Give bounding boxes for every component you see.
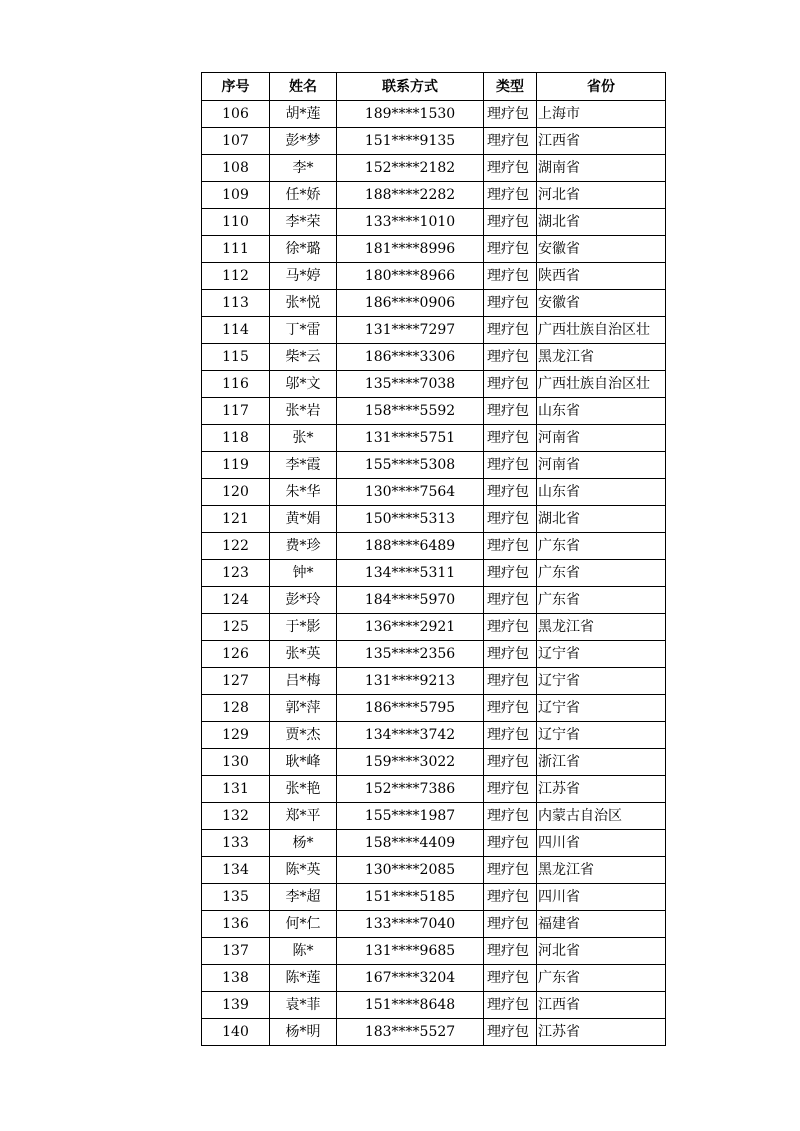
phone-cell: 159****3022 [337, 749, 484, 776]
name-cell: 张*艳 [270, 776, 337, 803]
type-cell: 理疗包 [484, 1019, 537, 1046]
serial-number-cell: 114 [202, 317, 270, 344]
name-cell: 陈* [270, 938, 337, 965]
type-cell: 理疗包 [484, 344, 537, 371]
phone-cell: 134****3742 [337, 722, 484, 749]
phone-cell: 158****5592 [337, 398, 484, 425]
province-cell: 四川省 [537, 830, 666, 857]
header-contact: 联系方式 [337, 73, 484, 101]
province-cell: 江西省 [537, 128, 666, 155]
name-cell: 耿*峰 [270, 749, 337, 776]
type-cell: 理疗包 [484, 290, 537, 317]
type-cell: 理疗包 [484, 911, 537, 938]
document-page [201, 72, 666, 1046]
name-cell: 陈*莲 [270, 965, 337, 992]
header-province: 省份 [537, 73, 666, 101]
province-cell: 广东省 [537, 560, 666, 587]
name-cell: 李*霞 [270, 452, 337, 479]
table-row [202, 452, 666, 479]
phone-cell: 151****5185 [337, 884, 484, 911]
province-cell: 湖北省 [537, 506, 666, 533]
serial-number-cell: 106 [202, 101, 270, 128]
province-cell: 浙江省 [537, 749, 666, 776]
phone-cell: 130****2085 [337, 857, 484, 884]
name-cell: 袁*菲 [270, 992, 337, 1019]
phone-cell: 135****7038 [337, 371, 484, 398]
type-cell: 理疗包 [484, 533, 537, 560]
phone-cell: 188****6489 [337, 533, 484, 560]
name-cell: 马*婷 [270, 263, 337, 290]
table-row [202, 641, 666, 668]
phone-cell: 181****8996 [337, 236, 484, 263]
province-cell: 河北省 [537, 938, 666, 965]
serial-number-cell: 139 [202, 992, 270, 1019]
phone-cell: 150****5313 [337, 506, 484, 533]
table-row [202, 506, 666, 533]
serial-number-cell: 107 [202, 128, 270, 155]
name-cell: 贾*杰 [270, 722, 337, 749]
phone-cell: 186****0906 [337, 290, 484, 317]
phone-cell: 152****2182 [337, 155, 484, 182]
table-row [202, 695, 666, 722]
name-cell: 任*娇 [270, 182, 337, 209]
name-cell: 张*英 [270, 641, 337, 668]
phone-cell: 130****7564 [337, 479, 484, 506]
serial-number-cell: 113 [202, 290, 270, 317]
serial-number-cell: 129 [202, 722, 270, 749]
serial-number-cell: 125 [202, 614, 270, 641]
phone-cell: 131****9685 [337, 938, 484, 965]
province-cell: 江苏省 [537, 1019, 666, 1046]
type-cell: 理疗包 [484, 236, 537, 263]
province-cell: 内蒙古自治区 [537, 803, 666, 830]
name-cell: 丁*雷 [270, 317, 337, 344]
province-cell: 福建省 [537, 911, 666, 938]
province-cell: 河北省 [537, 182, 666, 209]
province-cell: 辽宁省 [537, 668, 666, 695]
type-cell: 理疗包 [484, 749, 537, 776]
type-cell: 理疗包 [484, 560, 537, 587]
type-cell: 理疗包 [484, 425, 537, 452]
serial-number-cell: 112 [202, 263, 270, 290]
name-cell: 杨* [270, 830, 337, 857]
type-cell: 理疗包 [484, 830, 537, 857]
table-row [202, 101, 666, 128]
type-cell: 理疗包 [484, 479, 537, 506]
serial-number-cell: 130 [202, 749, 270, 776]
serial-number-cell: 116 [202, 371, 270, 398]
table-row [202, 992, 666, 1019]
table-row [202, 290, 666, 317]
province-cell: 湖南省 [537, 155, 666, 182]
table-row [202, 182, 666, 209]
serial-number-cell: 118 [202, 425, 270, 452]
province-cell: 黑龙江省 [537, 614, 666, 641]
table-row [202, 398, 666, 425]
type-cell: 理疗包 [484, 587, 537, 614]
table-row [202, 911, 666, 938]
type-cell: 理疗包 [484, 641, 537, 668]
table-row [202, 830, 666, 857]
table-row [202, 803, 666, 830]
header-serial-number: 序号 [202, 73, 270, 101]
type-cell: 理疗包 [484, 317, 537, 344]
serial-number-cell: 117 [202, 398, 270, 425]
serial-number-cell: 131 [202, 776, 270, 803]
type-cell: 理疗包 [484, 668, 537, 695]
phone-cell: 131****5751 [337, 425, 484, 452]
phone-cell: 189****1530 [337, 101, 484, 128]
serial-number-cell: 128 [202, 695, 270, 722]
phone-cell: 155****1987 [337, 803, 484, 830]
table-row [202, 371, 666, 398]
table-header-row [202, 73, 666, 101]
type-cell: 理疗包 [484, 803, 537, 830]
type-cell: 理疗包 [484, 614, 537, 641]
phone-cell: 151****8648 [337, 992, 484, 1019]
table-row [202, 587, 666, 614]
province-cell: 广东省 [537, 533, 666, 560]
province-cell: 辽宁省 [537, 722, 666, 749]
phone-cell: 151****9135 [337, 128, 484, 155]
province-cell: 江西省 [537, 992, 666, 1019]
serial-number-cell: 110 [202, 209, 270, 236]
table-row [202, 938, 666, 965]
province-cell: 安徽省 [537, 290, 666, 317]
table-row [202, 155, 666, 182]
province-cell: 山东省 [537, 479, 666, 506]
phone-cell: 136****2921 [337, 614, 484, 641]
table-row [202, 884, 666, 911]
name-cell: 胡*莲 [270, 101, 337, 128]
type-cell: 理疗包 [484, 992, 537, 1019]
phone-cell: 186****3306 [337, 344, 484, 371]
phone-cell: 186****5795 [337, 695, 484, 722]
phone-cell: 131****7297 [337, 317, 484, 344]
contact-table [201, 72, 666, 1046]
phone-cell: 133****1010 [337, 209, 484, 236]
type-cell: 理疗包 [484, 398, 537, 425]
name-cell: 黄*娟 [270, 506, 337, 533]
table-row [202, 614, 666, 641]
name-cell: 李*超 [270, 884, 337, 911]
serial-number-cell: 134 [202, 857, 270, 884]
table-row [202, 668, 666, 695]
name-cell: 李*荣 [270, 209, 337, 236]
table-row [202, 344, 666, 371]
serial-number-cell: 120 [202, 479, 270, 506]
province-cell: 广西壮族自治区壮 [537, 317, 666, 344]
name-cell: 陈*英 [270, 857, 337, 884]
name-cell: 吕*梅 [270, 668, 337, 695]
serial-number-cell: 126 [202, 641, 270, 668]
province-cell: 湖北省 [537, 209, 666, 236]
serial-number-cell: 137 [202, 938, 270, 965]
type-cell: 理疗包 [484, 965, 537, 992]
name-cell: 张*岩 [270, 398, 337, 425]
name-cell: 杨*明 [270, 1019, 337, 1046]
province-cell: 黑龙江省 [537, 857, 666, 884]
province-cell: 河南省 [537, 452, 666, 479]
name-cell: 李* [270, 155, 337, 182]
province-cell: 陕西省 [537, 263, 666, 290]
table-row [202, 236, 666, 263]
phone-cell: 131****9213 [337, 668, 484, 695]
phone-cell: 188****2282 [337, 182, 484, 209]
name-cell: 郭*萍 [270, 695, 337, 722]
type-cell: 理疗包 [484, 722, 537, 749]
serial-number-cell: 122 [202, 533, 270, 560]
name-cell: 张* [270, 425, 337, 452]
phone-cell: 135****2356 [337, 641, 484, 668]
serial-number-cell: 138 [202, 965, 270, 992]
name-cell: 徐*璐 [270, 236, 337, 263]
province-cell: 四川省 [537, 884, 666, 911]
phone-cell: 183****5527 [337, 1019, 484, 1046]
type-cell: 理疗包 [484, 155, 537, 182]
header-name: 姓名 [270, 73, 337, 101]
serial-number-cell: 133 [202, 830, 270, 857]
province-cell: 安徽省 [537, 236, 666, 263]
province-cell: 山东省 [537, 398, 666, 425]
province-cell: 广东省 [537, 587, 666, 614]
province-cell: 广东省 [537, 965, 666, 992]
type-cell: 理疗包 [484, 209, 537, 236]
table-row [202, 317, 666, 344]
name-cell: 郑*平 [270, 803, 337, 830]
name-cell: 张*悦 [270, 290, 337, 317]
province-cell: 辽宁省 [537, 695, 666, 722]
type-cell: 理疗包 [484, 506, 537, 533]
serial-number-cell: 136 [202, 911, 270, 938]
table-row [202, 722, 666, 749]
serial-number-cell: 121 [202, 506, 270, 533]
serial-number-cell: 127 [202, 668, 270, 695]
serial-number-cell: 132 [202, 803, 270, 830]
table-row [202, 263, 666, 290]
serial-number-cell: 135 [202, 884, 270, 911]
phone-cell: 167****3204 [337, 965, 484, 992]
province-cell: 上海市 [537, 101, 666, 128]
phone-cell: 134****5311 [337, 560, 484, 587]
type-cell: 理疗包 [484, 182, 537, 209]
name-cell: 何*仁 [270, 911, 337, 938]
table-row [202, 560, 666, 587]
province-cell: 黑龙江省 [537, 344, 666, 371]
phone-cell: 158****4409 [337, 830, 484, 857]
table-row [202, 425, 666, 452]
table-row [202, 857, 666, 884]
type-cell: 理疗包 [484, 371, 537, 398]
serial-number-cell: 108 [202, 155, 270, 182]
serial-number-cell: 111 [202, 236, 270, 263]
type-cell: 理疗包 [484, 128, 537, 155]
serial-number-cell: 140 [202, 1019, 270, 1046]
type-cell: 理疗包 [484, 452, 537, 479]
name-cell: 费*珍 [270, 533, 337, 560]
name-cell: 于*影 [270, 614, 337, 641]
province-cell: 江苏省 [537, 776, 666, 803]
header-type: 类型 [484, 73, 537, 101]
type-cell: 理疗包 [484, 857, 537, 884]
name-cell: 钟* [270, 560, 337, 587]
serial-number-cell: 119 [202, 452, 270, 479]
table-row [202, 749, 666, 776]
type-cell: 理疗包 [484, 695, 537, 722]
name-cell: 彭*玲 [270, 587, 337, 614]
type-cell: 理疗包 [484, 938, 537, 965]
province-cell: 广西壮族自治区壮 [537, 371, 666, 398]
type-cell: 理疗包 [484, 263, 537, 290]
name-cell: 朱*华 [270, 479, 337, 506]
serial-number-cell: 124 [202, 587, 270, 614]
table-row [202, 533, 666, 560]
phone-cell: 184****5970 [337, 587, 484, 614]
type-cell: 理疗包 [484, 884, 537, 911]
name-cell: 邬*文 [270, 371, 337, 398]
table-row [202, 209, 666, 236]
province-cell: 辽宁省 [537, 641, 666, 668]
table-row [202, 776, 666, 803]
serial-number-cell: 123 [202, 560, 270, 587]
phone-cell: 155****5308 [337, 452, 484, 479]
type-cell: 理疗包 [484, 101, 537, 128]
province-cell: 河南省 [537, 425, 666, 452]
phone-cell: 152****7386 [337, 776, 484, 803]
table-row [202, 1019, 666, 1046]
table-body [202, 101, 666, 1046]
name-cell: 柴*云 [270, 344, 337, 371]
name-cell: 彭*梦 [270, 128, 337, 155]
table-row [202, 965, 666, 992]
type-cell: 理疗包 [484, 776, 537, 803]
serial-number-cell: 115 [202, 344, 270, 371]
table-row [202, 479, 666, 506]
phone-cell: 133****7040 [337, 911, 484, 938]
phone-cell: 180****8966 [337, 263, 484, 290]
serial-number-cell: 109 [202, 182, 270, 209]
table-row [202, 128, 666, 155]
